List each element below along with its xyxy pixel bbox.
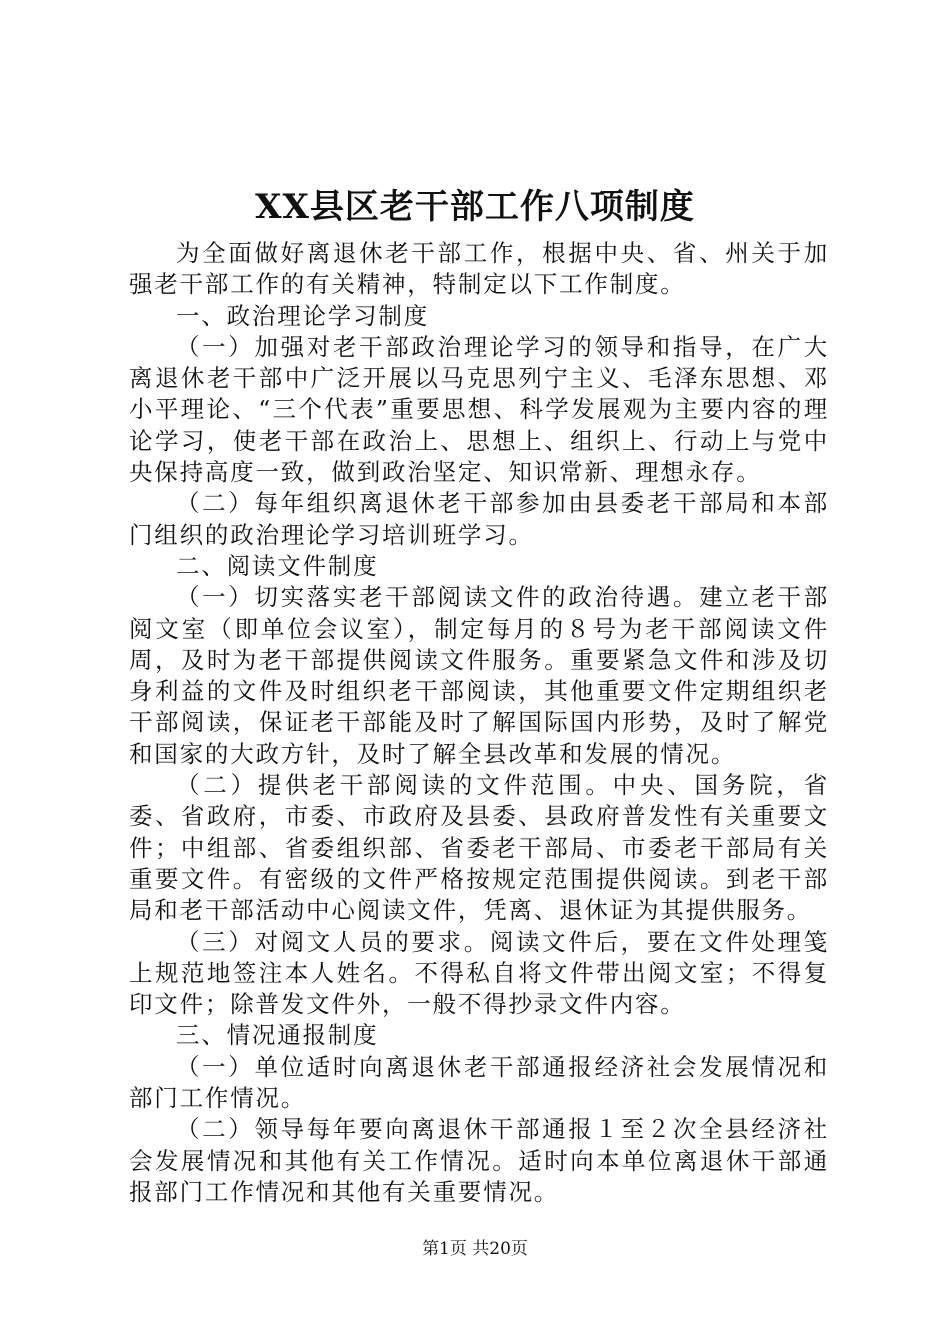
section-2-item-1: （一）切实落实老干部阅读文件的政治待遇。建立老干部阅文室（即单位会议室），制定每月的８号为老干部阅读文件周，及时为老干部提供阅读文件服务。重要紧急文件和涉及切身利益的文件及时组织老干部阅读，其他重要文件定期组织老干部阅读，保证老干部能及时了解国际国内形势，及时了解党和国家的大政方针，及时了解全县改革和发展的情况。 [129,583,829,768]
section-heading-3: 三、情况通报制度 [176,1021,379,1050]
document-body [129,238,829,1208]
section-heading-2: 二、阅读文件制度 [176,551,379,580]
intro-paragraph: 为全面做好离退休老干部工作，根据中央、省、州关于加强老干部工作的有关精神，特制定以下工作制度。 [129,239,829,299]
page-number-footer: 第1页 共20页 [422,1239,528,1259]
section-3-item-1: （一）单位适时向离退休老干部通报经济社会发展情况和部门工作情况。 [129,1052,829,1113]
document-title: XX县区老干部工作八项制度 [255,187,695,227]
section-1-item-1: （一）加强对老干部政治理论学习的领导和指导，在广大离退休老干部中广泛开展以马克思列宁主义、毛泽东思想、邓小平理论、“三个代表”重要思想、科学发展观为主要内容的理论学习，使老干部在政治上、思想上、组织上、行动上与党中央保持高度一致，做到政治坚定、知识常新、理想永存。 [129,332,829,487]
section-3-item-2: （二）领导每年要向离退休干部通报１至２次全县经济社会发展情况和其他有关工作情况。适时向本单位离退休干部通报部门工作情况和其他有关重要情况。 [129,1115,829,1206]
section-2-item-2: （二）提供老干部阅读的文件范围。中央、国务院，省委、省政府，市委、市政府及县委、县政府普发性有关重要文件；中组部、省委组织部、省委老干部局、市委老干部局有关重要文件。有密级的文件严格按规定范围提供阅读。到老干部局和老干部活动中心阅读文件，凭离、退休证为其提供服务。 [129,771,829,925]
section-1-item-2: （二）每年组织离退休老干部参加由县委老干部局和本部门组织的政治理论学习培训班学习。 [129,489,829,549]
section-2-item-3: （三）对阅文人员的要求。阅读文件后，要在文件处理笺上规范地签注本人姓名。不得私自将文件带出阅文室；不得复印文件；除普发文件外，一般不得抄录文件内容。 [129,927,829,1019]
section-heading-1: 一、政治理论学习制度 [176,301,429,330]
